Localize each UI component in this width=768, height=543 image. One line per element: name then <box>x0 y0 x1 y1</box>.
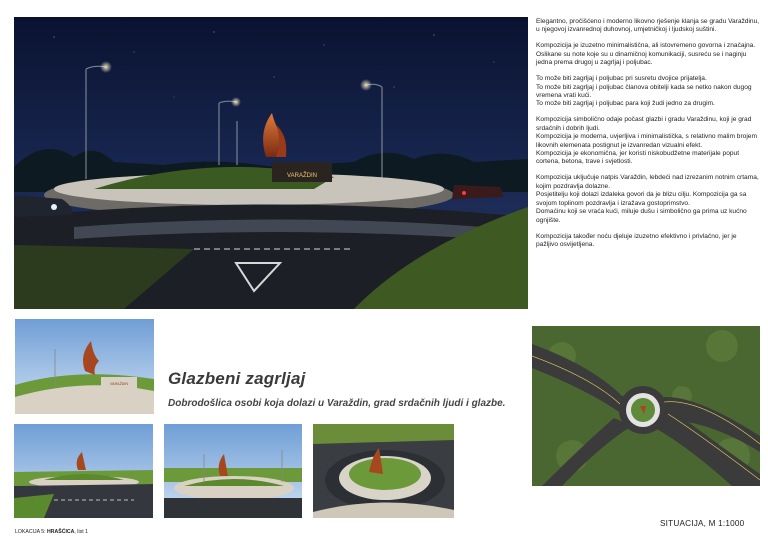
footer-location: HRAŠĆICA <box>47 529 75 535</box>
day-render-closeup <box>15 319 154 414</box>
description-paragraph: Kompozicija uključuje natpis Varaždin, lebdeći nad izrezanim notnim crtama, kojim pozdravlja dolazne. Posjetitelju koji dolazi izdaleka govori da je blizu cilju. Kompozicija ga sa svojom toplinom pozdravlja i izražava gostoprimstvo. Domaćinu koji se vraća kući, miluje dušu i simbolično ga prima uz kućno ognjište. <box>536 174 759 224</box>
site-plan-caption: SITUACIJA, M 1:1000 <box>660 519 745 528</box>
day-render-aerial <box>313 424 454 518</box>
description-paragraph: Elegantno, pročišćeno i moderno likovno rješenje klanja se gradu Varaždinu, u njegovoj izvanrednoj duhovnoj, umjetničkoj i ljudskoj suštini. <box>536 18 760 34</box>
footer-suffix: , list 1 <box>74 529 88 535</box>
project-subtitle: Dobrodošlica osobi koja dolazi u Varaždin, grad srdačnih ljudi i glazbe. <box>168 398 506 409</box>
day-render-approach <box>14 424 153 518</box>
footer-prefix: LOKACIJA 5: <box>15 529 48 535</box>
thumb-sign-text: VARAŽDIN <box>110 382 128 386</box>
site-plan-image <box>532 326 760 486</box>
night-render-image <box>14 17 528 309</box>
project-description <box>536 18 760 257</box>
project-title: Glazbeni zagrljaj <box>168 369 306 388</box>
sheet-footer <box>15 529 88 535</box>
description-paragraph: To može biti zagrljaj i poljubac pri susretu dvojice prijatelja. To može biti zagrljaj i poljubac članova obitelji kada se netko nakon dugog vremena vrati kući. To može biti zagrljaj i poljubac para koji žudi jedno za drugim. <box>536 75 752 108</box>
description-paragraph: Kompozicija je izuzetno minimalistična, ali istovremeno govorna i značajna. Oslikane su note koje su u dinamičnoj komunikaciji, susreću se i naginju jedna prema drugoj u zagrljaj i poljubac. <box>536 42 756 67</box>
description-paragraph: Kompozicija također noću djeluje izuzetno efektivno i privlačno, jer je pažljivo osvijetljena. <box>536 232 737 248</box>
day-render-side <box>164 424 302 518</box>
description-paragraph: Kompozicija simbolično odaje počast glazbi i gradu Varaždinu, koji je grad srdačnih i dobrih ljudi. Kompozicija je moderna, uvjerljiva i minimalistička, s relativno malim brojem likovnih elemenata postignut je izvanredan vizualni efekt. Kompozicija je ekonomična, jer koristi niskobudžetne materijale poput cortena, betona, trave i svjetlosti. <box>536 116 757 166</box>
hero-sign-text: VARAŽDIN <box>287 173 317 179</box>
